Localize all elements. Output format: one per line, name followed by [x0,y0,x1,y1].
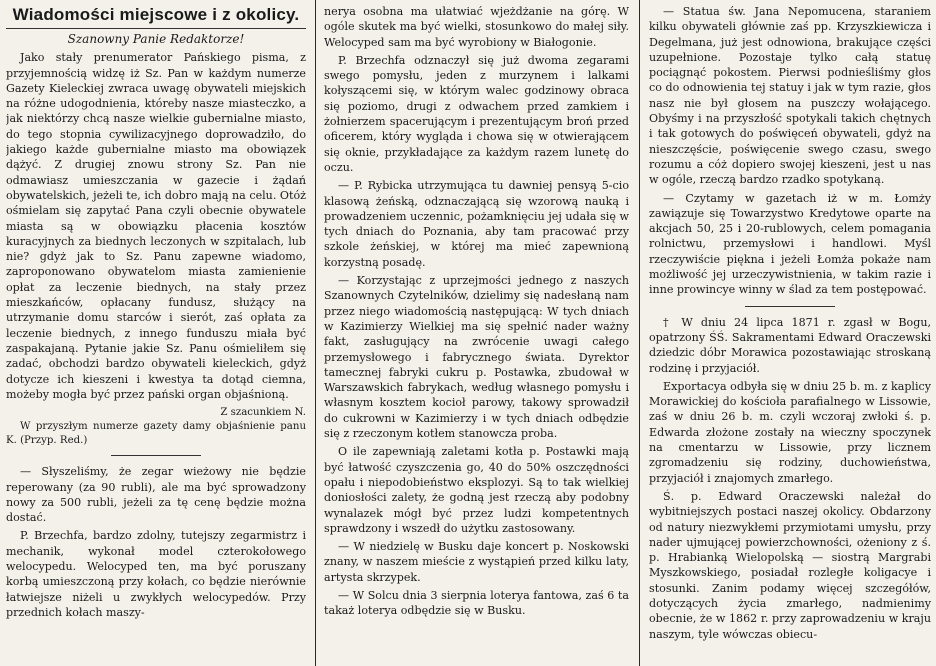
section-headline: Wiadomości miejscowe i z okolicy. [6,4,306,29]
obituary-paragraph: Ś. p. Edward Oraczewski należał do wybitniejszych postaci naszej okolicy. Obdarzony od natury niezwykłemi przymiotami umysłu, przy nader ujmującej powierzchowności, ożeniony z ś. p. Hrabianką Wielopolską — siostrą Margrabi Myszkowskiego, posiadał rozległe koligacye i stosunki. Zanim podamy więcej szczegółów, dotyczących życia zmarłego, nadmienimy obecnie, że w 1862 r. przy zaprowadzeniu w kraju naszym, tyle wówczas obiecu- [649,489,931,641]
news-paragraph: — W niedzielę w Busku daje koncert p. Noskowski znany, w naszem mieście z wystąpień przed kilku laty, artysta skrzypek. [324,540,629,584]
news-paragraph: P. Brzechfa, bardzo zdolny, tutejszy zegarmistrz i mechanik, wykonał model czterokołowego welocypedu. Welocyped ten, ma być poruszany korbą umieszczoną przy kołach, co będzie nierównie łatwiejsze niżeli u zwykłych welocypedów. Przy przednich kołach maszy- [6,529,306,619]
news-paragraph: O ile zapewniają zaletami kotła p. Postawki mają być łatwość czyszczenia go, 40 do 50% oszczędności opału i niepodobieństwo eksplozyi. Są to tak wielkiej doniosłości zalety, że godną jest rzeczą aby podobny wynalazek mógł być przez ludzi kompetentnych sprawdzony i wszedł do użytku zastosowany. [324,445,629,535]
column-rule [639,0,640,666]
column-3 [649,4,931,666]
news-paragraph: — Korzystając z uprzejmości jednego z naszych Szanownych Czytelników, dzielimy się nadesłaną nam przez niego wiadomością następującą: W tych dniach w Kazimierzy Wielkiej ma się spełnić nader ważny fakt, zasługujący na zwrócenie uwagi całego przemysłowego i fabrycznego świata. Dyrektor tamecznej fabryki cukru p. Postawka, zbudował w Warszawskich fabrykach, według własnego pomysłu i własnym kosztem kocioł parowy, takowy sprowadził do cukrowni w Kazimierzy i w tych dniach odbędzie się z rzeczonym kotłem stanowcza proba. [324,274,629,441]
news-paragraph: — Słyszeliśmy, że zegar wieżowy nie będzie reperowany (za 90 rubli), ale ma być sprowadzony nowy za 500 rubli, jeżeli za tę cenę będzie można dostać. [6,465,306,525]
editor-note: W przyszłym numerze gazety damy objaśnienie panu K. (Przyp. Red.) [6,421,306,446]
column-2 [324,4,629,666]
news-paragraph: — Czytamy w gazetach iż w m. Łomży zawiązuje się Towarzystwo Kredytowe oparte na akcjach 50, 25 i 20-rublowych, celem pomagania rolnictwu, przemysłowi i handlowi. Myśl rzeczywiście piękna i jeżeli Łomża pokaże nam możliwość jej urzeczywistnienia, w takim razie i inne prowincye winny w ślad za tem postępować. [649,191,931,297]
news-paragraph: P. Brzechfa odznaczył się już dwoma zegarami swego pomysłu, jeden z murzynem i lalkami kołyszącemi się, w którym walec godzinowy obraca się poziomo, drugi z odwachem przed zamkiem i żołnierzem spacerującym i prezentującym broń przed oficerem, który wygląda i chowa się w otwierającem się oknie, przykładające za każdym razem lunetę do oczu. [324,53,629,174]
letter-signature: Z szacunkiem N. [220,407,306,419]
news-paragraph: — Statua św. Jana Nepomucena, staraniem kilku obywateli głównie zaś pp. Krzyszkiewicza i Degelmana, już jest odnowiona, brakujące części uzupełnione. Pozostaje tylko całą statuę pociągnąć pokostem. Pierwsi podnieśliśmy głos co do odnowienia tej statuy i jak w tym razie, głos nasz nie był głosem na puszczy wołającego. Obyśmy i na przyszłość spotykali takich chętnych i tak gotowych do poświęceń obywateli, gdyż na nieszczęście, poświęcenie swego czasu, swego rozumu a cóż dopiero swojej kieszeni, jest u nas w ogóle, rzeczą bardzo rzadko spotykaną. [649,5,931,187]
section-divider [745,306,835,307]
letter-paragraph: Jako stały prenumerator Pańskiego pisma, z przyjemnością widzę iż Sz. Pan w każdym numerze Gazety Kieleckiej zwraca uwagę obywateli miejskich na różne udogodnienia, któreby nasze miasteczko, a jak niektórzy chcą nasze wielkie gubernialne miasto, do tego stopnia cywilizacyjnego doprowadziło, do jakiego każde gubernialne miasto ma obowiązek dążyć. Z drugiej znowu strony Sz. Pan nie odmawiasz umieszczania w gazecie i żądań obywatelskich, jeżeli te, ich dobro mają na celu. Otóż ośmielam się zapytać Pana czyli obecnie obywatele miasta są w obowiązku płacenia kosztów kuracyjnych za biednych leczonych w szpitalach, lub nie? gdyż jak to Sz. Panu zapewne wiadomo, zaproponowano obywatelom miasta zamienienie opłat za leczenie biednych, na stały przez mieszkańców, opłacany fundusz, służący na utrzymanie domu starców i sierót, zaś opłata za leczenie biednych, z innego funduszu miała być zaspakajaną. Pytanie jakie Sz. Panu ośmieliłem się zadać, obchodzi bardzo obywateli kieleckich, gdyż dotycze ich kieszeni i kwestya ta dotąd ciemna, możeby mogła być przez pański organ objaśnioną. [6,51,306,401]
news-paragraph: — W Solcu dnia 3 sierpnia loterya fantowa, zaś 6 ta takaż loterya odbędzie się w Busku. [324,588,629,618]
news-paragraph: — P. Rybicka utrzymująca tu dawniej pensyą 5-cio klasową żeńską, odznaczającą się wzorową nauką i prowadzeniem uczennic, pożamknięciu jej udała się w tych dniach do Poznania, aby tam pracować przy szkole żeńskiej, w której ma mieć zapewnioną korzystną posadę. [324,179,629,269]
column-rule [315,0,316,666]
letter-salutation: Szanowny Panie Redaktorze! [67,32,245,46]
obituary-paragraph: † W dniu 24 lipca 1871 r. zgasł w Bogu, opatrzony ŚŚ. Sakramentami Edward Oraczewski dziedzic dóbr Morawica pozostawiając stroskaną rodzinę i przyjaciół. [649,315,931,375]
obituary-paragraph: Exportacya odbyła się w dniu 25 b. m. z kaplicy Morawickiej do kościoła parafialnego w Lissowie, zaś w dniu 26 b. m. czyli wczoraj zwłoki ś. p. Edwarda złożone zostały na wieczny spoczynek na cmentarzu w Lissowie, przy licznem zgromadzeniu się rodziny, duchowieństwa, przyjaciół i znajomych zmarłego. [649,379,931,485]
news-paragraph: nerya osobna ma ułatwiać wjeżdżanie na górę. W ogóle skutek ma być wielki, stosunkowo do małej siły. Welocyped sam ma być wyrobiony w Białogonie. [324,5,629,49]
section-divider [111,455,201,456]
column-1 [6,4,306,666]
